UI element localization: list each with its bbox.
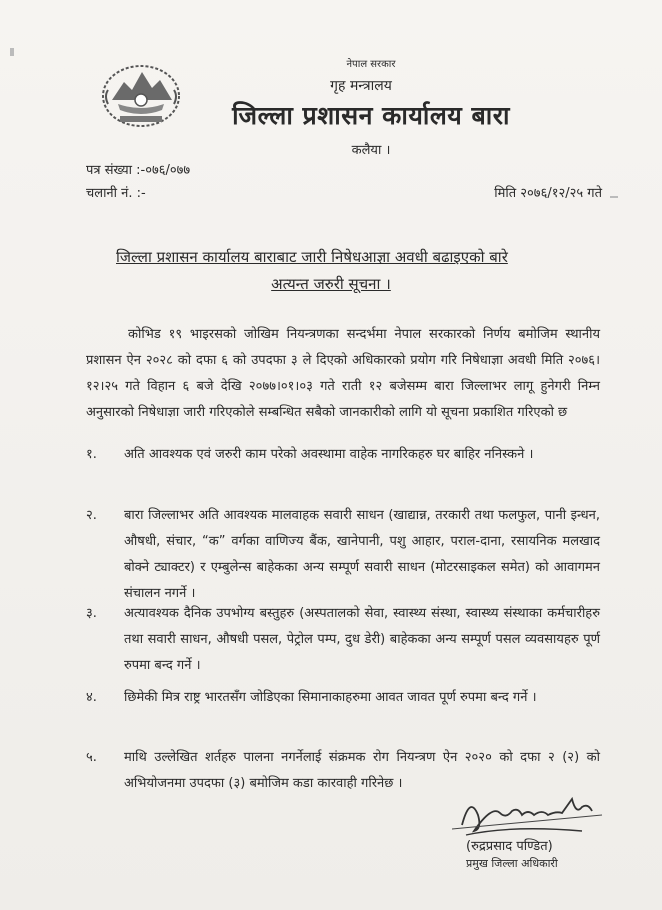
notice-title-line2: अत्यन्त जरुरी सूचना । [271,275,391,293]
scan-mark [610,196,618,198]
dispatch-number: चलानी नं. :- [86,186,146,201]
government-label: नेपाल सरकार [346,59,396,70]
scan-mark [10,48,14,56]
item-number: २. [86,508,97,523]
list-item [86,503,600,607]
item-number: १. [86,447,97,462]
signatory-title: प्रमुख जिल्ला अधिकारी [466,857,558,870]
signatory-name: (रुद्रप्रसाद पण्डित) [466,839,553,854]
list-item [86,685,600,737]
notice-title-line1: जिल्ला प्रशासन कार्यालय बाराबाट जारी निषेधआज्ञा अवधी बढाइएको बारे [116,248,508,266]
item-text: छिमेकी मित्र राष्ट्र भारतसँग जोडिएका सिमानाकाहरुमा आवत जावत पूर्ण रुपमा बन्द गर्ने । [124,690,537,705]
reference-number: पत्र संख्या :-०७६/०७७ [86,163,191,178]
office-title: जिल्ला प्रशासन कार्यालय बारा [232,101,510,130]
list-item [86,442,600,494]
item-text: बारा जिल्लाभर अति आवश्यक मालवाहक सवारी साधन (खाद्यान्न, तरकारी तथा फलफुल, पानी इन्धन, औषधी, संचार, “क” वर्गका वाणिज्य बैंक, खानेपानी, पशु आहार, पराल-दाना, रसायनिक मलखाद बोक्ने ट्याक्टर) र एम्बुलेन्स बाहेकका अन्य सम्पूर्ण सवारी साधन (मोटरसाइकल समेत) को आवागमन संचालन नगर्ने । [124,508,600,601]
list-item [86,601,600,679]
item-text: अति आवश्यक एवं जरुरी काम परेको अवस्थामा वाहेक नागरिकहरु घर बाहिर ननिस्कने । [124,447,534,462]
office-location: कलैया । [351,143,391,158]
item-number: ४. [86,690,97,705]
item-text: माथि उल्लेखित शर्तहरु पालना नगर्नेलाई संक्रमक रोग नियन्त्रण ऐन २०२० को दफा २ (२) को अभियोजनमा उपदफा (३) बमोजिम कडा कारवाही गरिनेछ । [124,750,600,791]
item-text: अत्यावश्यक दैनिक उपभोग्य बस्तुहरु (अस्पतालको सेवा, स्वास्थ्य संस्था, स्वास्थ्य संस्थाका कर्मचारीहरु तथा सवारी साधन, औषधी पसल, पेट्रोल पम्प, दुध डेरी) बाहेकका अन्य सम्पूर्ण पसल व्यवसायहरु पूर्ण रुपमा बन्द गर्ने । [124,606,600,673]
letter-date: मिति २०७६/१२/२५ गते [494,186,602,201]
intro-paragraph: कोभिड १९ भाइरसको जोखिम नियन्त्रणका सन्दर्भमा नेपाल सरकारको निर्णय बमोजिम स्थानीय प्रशासन ऐन २०२८ को दफा ६ को उपदफा ३ ले दिएको अधिकारको प्रयोग गरि निषेधाज्ञा अवधी मिति २०७६।१२।२५ गते विहान ६ बजे देखि २०७७।०१।०३ गते राती १२ बजेसम्म बारा जिल्लाभर लागू हुनेगरी निम्न अनुसारको निषेधाज्ञा जारी गरिएकोले सम्बन्धित सबैको जानकारीको लागि यो सूचना प्रकाशित गरिएको छ [86,327,600,420]
ministry-label: गृह मन्त्रालय [330,78,392,94]
item-number: ५. [86,750,97,765]
item-number: ३. [86,606,97,621]
